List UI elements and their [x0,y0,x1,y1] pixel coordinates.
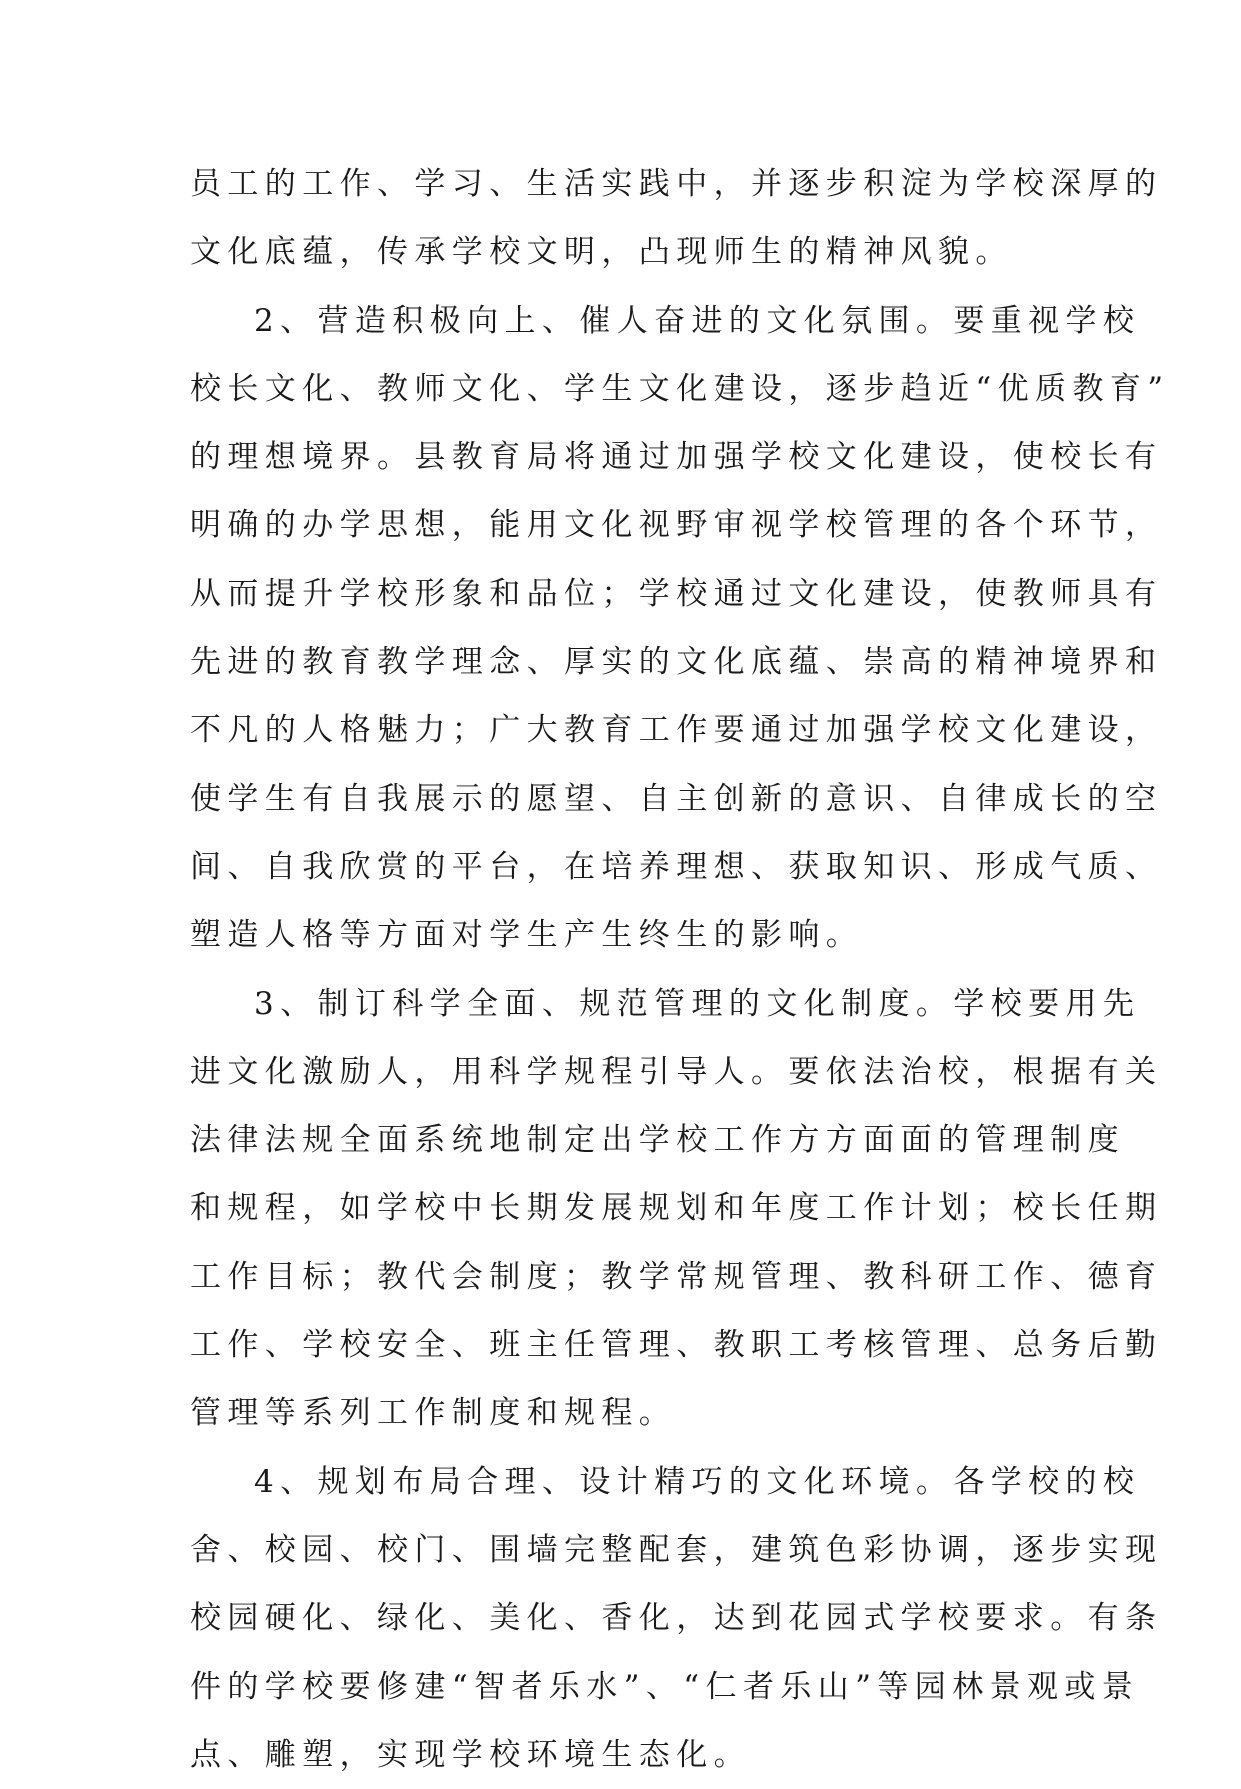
paragraph-4-line-4: 件的学校要修建“智者乐水”、“仁者乐山”等园林景观或景 [190,1668,1140,1705]
paragraph-3-line-4: 和规程，如学校中长期发展规划和年度工作计划；校长任期 [190,1190,1163,1227]
paragraph-4-line-3: 校园硬化、绿化、美化、香化，达到花园式学校要求。有条 [190,1600,1163,1637]
paragraph-2-line-2: 校长文化、教师文化、学生文化建设，逐步趋近“优质教育” [190,370,1170,407]
paragraph-2-line-6: 先进的教育教学理念、厚实的文化底蕴、崇高的精神境界和 [190,644,1163,681]
paragraph-4-line-5: 点、雕塑，实现学校环境生态化。 [190,1736,751,1773]
paragraph-4-line-1: 4、规划布局合理、设计精巧的文化环境。各学校的校 [254,1463,1141,1500]
paragraph-2-line-7: 不凡的人格魅力；广大教育工作要通过加强学校文化建设， [190,712,1163,749]
paragraph-3-line-3: 法律法规全面系统地制定出学校工作方方面面的管理制度 [190,1122,1125,1159]
paragraph-2-line-1: 2、营造积极向上、催人奋进的文化氛围。要重视学校 [254,302,1141,339]
paragraph-3-line-7: 管理等系列工作制度和规程。 [190,1395,677,1432]
paragraph-2-line-5: 从而提升学校形象和品位；学校通过文化建设，使教师具有 [190,575,1163,612]
document-body [190,150,1170,1789]
paragraph-2-line-4: 明确的办学思想，能用文化视野审视学校管理的各个环节， [190,507,1163,544]
paragraph-1-line-2: 文化底蕴，传承学校文明，凸现师生的精神风貌。 [190,234,1013,271]
paragraph-2-line-8: 使学生有自我展示的愿望、自主创新的意识、自律成长的空 [190,780,1163,817]
paragraph-3-line-2: 进文化激励人，用科学规程引导人。要依法治校，根据有关 [190,1053,1163,1090]
paragraph-2-line-10: 塑造人格等方面对学生产生终生的影响。 [190,917,864,954]
paragraph-1-line-1: 员工的工作、学习、生活实践中，并逐步积淀为学校深厚的 [190,166,1163,202]
paragraph-4-line-2: 舍、校园、校门、围墙完整配套，建筑色彩协调，逐步实现 [190,1531,1163,1568]
paragraph-3-line-5: 工作目标；教代会制度；教学常规管理、教科研工作、德育 [190,1258,1163,1295]
paragraph-3-line-6: 工作、学校安全、班主任管理、教职工考核管理、总务后勤 [190,1327,1163,1364]
paragraph-2-line-9: 间、自我欣赏的平台，在培养理想、获取知识、形成气质、 [190,848,1163,885]
paragraph-2-line-3: 的理想境界。县教育局将通过加强学校文化建设，使校长有 [190,439,1163,476]
paragraph-3-line-1: 3、制订科学全面、规范管理的文化制度。学校要用先 [254,985,1141,1022]
